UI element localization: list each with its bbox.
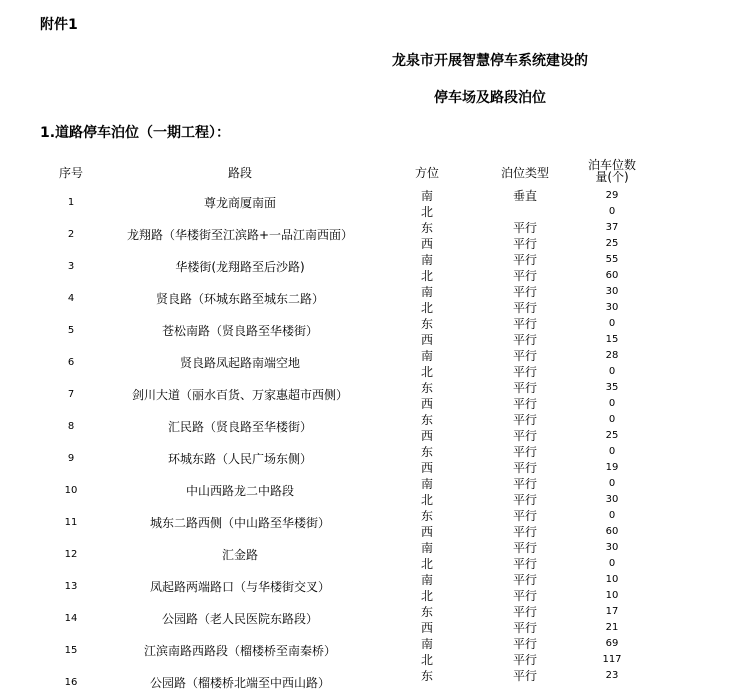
row-type-1: 平行 — [512, 669, 537, 683]
row-type-1: 平行 — [512, 445, 537, 459]
table-row — [0, 252, 747, 284]
row-direction-1: 东 — [420, 509, 433, 523]
table-row — [0, 284, 747, 316]
row-count-1: 0 — [608, 478, 616, 489]
header-count — [581, 159, 643, 183]
row-seq: 8 — [67, 421, 75, 432]
row-count-1: 0 — [608, 414, 616, 425]
row-count-2: 30 — [605, 302, 619, 313]
row-road: 华楼街(龙翔路至后沙路) — [175, 260, 305, 274]
row-direction-2: 北 — [420, 269, 433, 283]
row-road: 尊龙商厦南面 — [203, 196, 276, 210]
row-type-2 — [490, 684, 560, 695]
row-seq: 12 — [64, 549, 78, 560]
row-seq: 2 — [67, 229, 75, 240]
row-road: 江滨南路西路段（榴楼桥至南秦桥） — [143, 644, 336, 658]
table-row — [0, 220, 747, 252]
row-count-1: 69 — [605, 638, 619, 649]
row-type-1: 平行 — [512, 285, 537, 299]
table-row — [0, 508, 747, 540]
row-count-1: 10 — [605, 574, 619, 585]
row-road: 贤良路（环城东路至城东二路） — [155, 292, 324, 306]
row-count-2: 30 — [605, 494, 619, 505]
row-type-2: 平行 — [512, 589, 537, 603]
row-direction-2: 西 — [420, 397, 433, 411]
row-type-1: 平行 — [512, 509, 537, 523]
row-direction-1: 南 — [420, 349, 433, 363]
row-seq: 9 — [67, 453, 75, 464]
row-type-2: 平行 — [512, 621, 537, 635]
header-seq: 序号 — [58, 166, 83, 180]
row-seq: 4 — [67, 293, 75, 304]
row-count-1: 35 — [605, 382, 619, 393]
row-type-1: 平行 — [512, 253, 537, 267]
row-direction-2: 西 — [420, 621, 433, 635]
row-type-1: 垂直 — [512, 189, 537, 203]
row-type-2: 平行 — [512, 461, 537, 475]
row-direction-1: 南 — [420, 573, 433, 587]
table-row — [0, 348, 747, 380]
row-seq: 10 — [64, 485, 78, 496]
row-seq: 14 — [64, 613, 78, 624]
row-type-1: 平行 — [512, 605, 537, 619]
row-direction-2: 北 — [420, 493, 433, 507]
row-count-1: 28 — [605, 350, 619, 361]
row-direction-2: 西 — [420, 461, 433, 475]
row-direction-1: 南 — [420, 541, 433, 555]
row-direction-2: 北 — [420, 205, 433, 219]
table-row — [0, 572, 747, 604]
row-direction-2: 西 — [420, 429, 433, 443]
row-type-1: 平行 — [512, 413, 537, 427]
row-type-1: 平行 — [512, 541, 537, 555]
row-type-2: 平行 — [512, 397, 537, 411]
row-count-1: 0 — [608, 510, 616, 521]
table-row — [0, 412, 747, 444]
table-row — [0, 540, 747, 572]
row-type-1: 平行 — [512, 349, 537, 363]
row-direction-1: 南 — [420, 637, 433, 651]
row-type-1: 平行 — [512, 317, 537, 331]
row-seq: 15 — [64, 645, 78, 656]
row-count-2: 0 — [608, 558, 616, 569]
row-count-2: 60 — [605, 270, 619, 281]
table-row — [0, 188, 747, 220]
row-road: 龙翔路（华楼街至江滨路+一品江南西面） — [126, 228, 354, 242]
row-direction-1: 南 — [420, 477, 433, 491]
row-road: 城东二路西侧（中山路至华楼街） — [149, 516, 330, 530]
row-count-1: 0 — [608, 446, 616, 457]
header-direction: 方位 — [414, 166, 439, 180]
row-count-2: 60 — [605, 526, 619, 537]
row-direction-1: 东 — [420, 221, 433, 235]
row-type-2 — [490, 204, 560, 220]
row-road: 凤起路两端路口（与华楼街交叉） — [149, 580, 330, 594]
table-row — [0, 668, 747, 695]
row-count-2: 19 — [605, 462, 619, 473]
row-count-2: 10 — [605, 590, 619, 601]
row-direction-2: 西 — [420, 237, 433, 251]
row-type-2: 平行 — [512, 301, 537, 315]
table-row — [0, 604, 747, 636]
row-count-2: 0 — [608, 206, 616, 217]
row-road: 贤良路凤起路南端空地 — [179, 356, 300, 370]
row-direction-1: 东 — [420, 669, 433, 683]
row-type-2: 平行 — [512, 493, 537, 507]
row-count-2: 25 — [605, 238, 619, 249]
row-type-2: 平行 — [512, 525, 537, 539]
row-seq: 6 — [67, 357, 75, 368]
document-subtitle: 停车场及路段泊位 — [434, 90, 546, 106]
table-row — [0, 476, 747, 508]
row-road: 汇金路 — [221, 548, 258, 562]
row-direction-1: 南 — [420, 253, 433, 267]
row-type-1: 平行 — [512, 221, 537, 235]
row-type-2: 平行 — [512, 237, 537, 251]
row-count-1: 55 — [605, 254, 619, 265]
row-type-2: 平行 — [512, 653, 537, 667]
row-count-2: 25 — [605, 430, 619, 441]
row-direction-1: 东 — [420, 413, 433, 427]
table-row — [0, 444, 747, 476]
row-direction-1: 东 — [420, 381, 433, 395]
row-seq: 1 — [67, 197, 75, 208]
row-count-2: 0 — [608, 366, 616, 377]
row-type-2: 平行 — [512, 429, 537, 443]
row-road: 剑川大道（丽水百货、万家惠超市西侧） — [131, 388, 348, 402]
header-count-line1: 泊车位数 — [587, 158, 636, 172]
row-direction-1: 东 — [420, 605, 433, 619]
row-direction-1: 南 — [420, 285, 433, 299]
row-road: 苍松南路（贤良路至华楼街） — [161, 324, 318, 338]
row-count-2 — [581, 684, 643, 695]
row-count-1: 23 — [605, 670, 619, 681]
row-seq: 7 — [67, 389, 75, 400]
table-row — [0, 380, 747, 412]
document-title: 龙泉市开展智慧停车系统建设的 — [392, 53, 588, 69]
header-count-line2: 量(个) — [595, 170, 629, 184]
row-type-1: 平行 — [512, 637, 537, 651]
row-direction-2 — [412, 684, 442, 695]
row-road: 环城东路（人民广场东侧） — [167, 452, 312, 466]
row-direction-2: 北 — [420, 365, 433, 379]
row-count-1: 0 — [608, 318, 616, 329]
row-type-1: 平行 — [512, 477, 537, 491]
attachment-label: 附件1 — [40, 17, 78, 33]
row-seq: 3 — [67, 261, 75, 272]
row-direction-2: 北 — [420, 589, 433, 603]
row-seq: 5 — [67, 325, 75, 336]
row-direction-1: 南 — [420, 189, 433, 203]
row-road: 公园路（老人民医院东路段） — [161, 612, 318, 626]
row-type-2: 平行 — [512, 557, 537, 571]
section-heading: 1.道路停车泊位（一期工程）： — [40, 125, 231, 141]
row-count-2: 117 — [602, 654, 622, 665]
row-road: 公园路（榴楼桥北端至中西山路） — [149, 676, 330, 690]
row-road: 中山西路龙二中路段 — [185, 484, 294, 498]
row-direction-1: 东 — [420, 317, 433, 331]
row-direction-2: 北 — [420, 557, 433, 571]
row-count-1: 30 — [605, 542, 619, 553]
row-direction-2: 北 — [420, 301, 433, 315]
row-direction-1: 东 — [420, 445, 433, 459]
row-type-2: 平行 — [512, 365, 537, 379]
row-count-1: 17 — [605, 606, 619, 617]
row-count-2: 15 — [605, 334, 619, 345]
row-type-2: 平行 — [512, 333, 537, 347]
row-count-1: 37 — [605, 222, 619, 233]
row-direction-2: 西 — [420, 333, 433, 347]
row-type-2: 平行 — [512, 269, 537, 283]
header-road: 路段 — [227, 166, 252, 180]
row-type-1: 平行 — [512, 381, 537, 395]
row-seq: 11 — [64, 517, 78, 528]
table-row — [0, 316, 747, 348]
row-seq: 16 — [64, 677, 78, 688]
header-type: 泊位类型 — [500, 166, 549, 180]
row-count-2: 0 — [608, 398, 616, 409]
row-count-1: 30 — [605, 286, 619, 297]
row-count-1: 29 — [605, 190, 619, 201]
row-type-1: 平行 — [512, 573, 537, 587]
row-seq: 13 — [64, 581, 78, 592]
row-direction-2: 北 — [420, 653, 433, 667]
row-count-2: 21 — [605, 622, 619, 633]
table-row — [0, 636, 747, 668]
row-road: 汇民路（贤良路至华楼街） — [167, 420, 312, 434]
row-direction-2: 西 — [420, 525, 433, 539]
